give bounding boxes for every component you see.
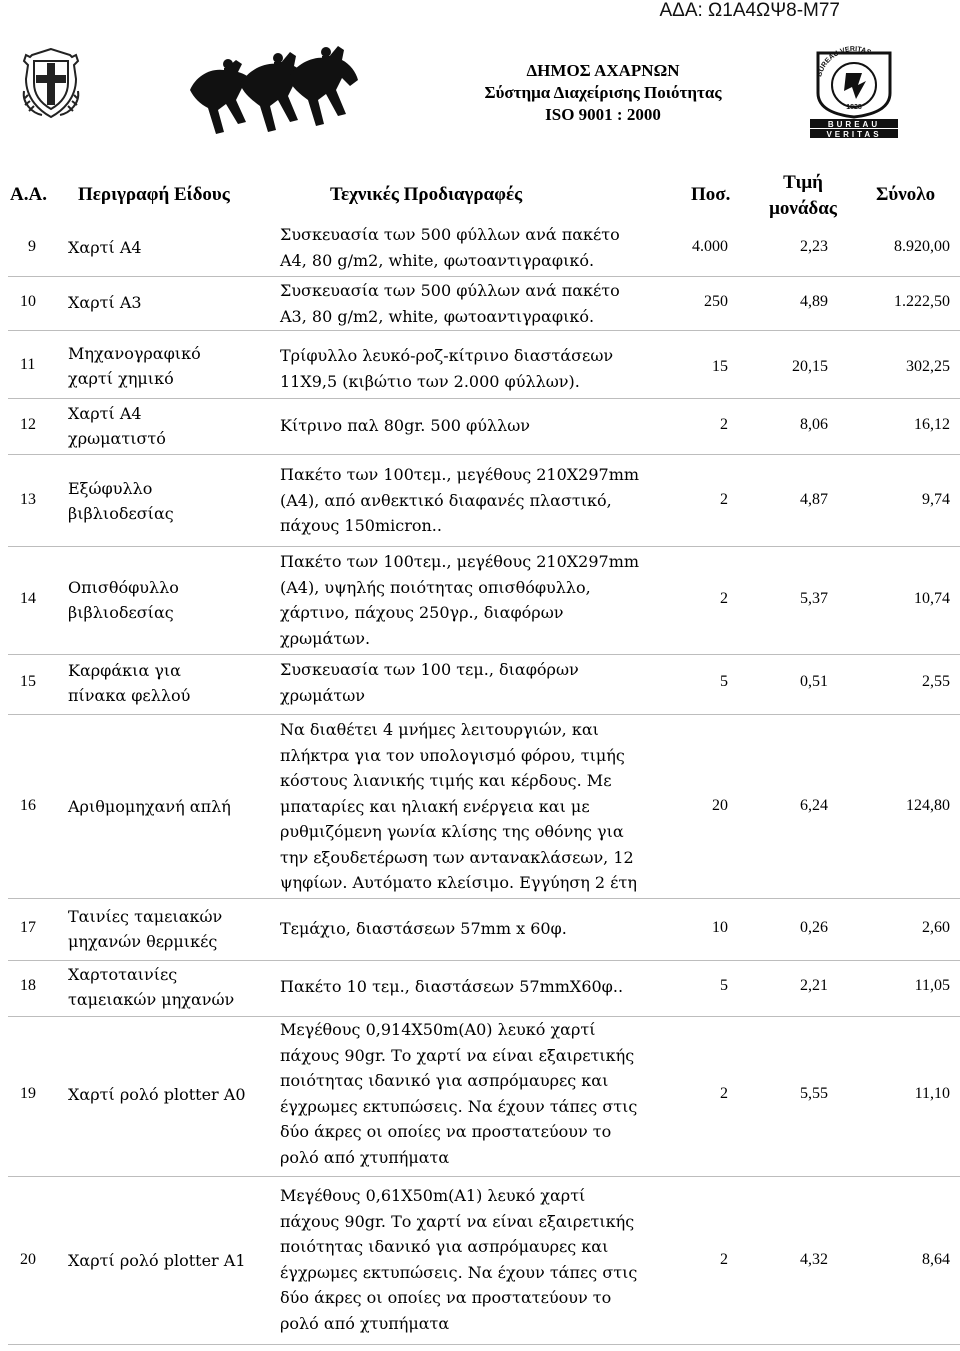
row-number: 20 xyxy=(20,1251,36,1268)
item-description-line: Καρφάκια για xyxy=(68,660,181,680)
header-aa: Α.Α. xyxy=(10,184,47,205)
item-specification-line: πάχους 90gr. Το χαρτί να είναι εξαιρετικής xyxy=(280,1211,635,1231)
item-specification-line: χρωμάτων. xyxy=(280,628,371,648)
item-quantity: 4.000 xyxy=(692,238,728,255)
header-unit-line2: μονάδας xyxy=(769,198,837,219)
header-municipality: ΔΗΜΟΣ ΑΧΑΡΝΩΝ xyxy=(526,61,680,80)
item-specification-line: ρολό από χτυπήματα xyxy=(280,1313,450,1333)
item-specification-line: μπαταρίες και ηλιακή ενέργεια και με xyxy=(280,796,590,816)
item-unit-price: 2,21 xyxy=(800,977,828,994)
item-specification-line: Πακέτο των 100τεμ., μεγέθους 210Χ297mm xyxy=(280,465,640,484)
item-specification-line: Α4, 80 g/m2, white, φωτοαντιγραφικό. xyxy=(280,250,595,270)
item-specification-line: Συσκευασία των 500 φύλλων ανά πακέτο xyxy=(280,225,620,244)
item-specification-line: ψηφίων. Αυτόματο κλείσιμο. Εγγύηση 2 έτη xyxy=(280,873,637,892)
row-separator xyxy=(8,546,960,547)
item-specification-line: (Α4), υψηλής ποιότητας οπισθόφυλλο, xyxy=(280,577,591,597)
item-specification-line: ρολό από χτυπήματα xyxy=(280,1147,450,1167)
item-unit-price: 5,55 xyxy=(800,1085,828,1102)
row-separator xyxy=(8,898,960,899)
item-specification-line: κόστους λιανικής τιμής και κέρδους. Με xyxy=(280,771,612,790)
item-description-line: ταμειακών μηχανών xyxy=(68,990,235,1009)
item-total: 302,25 xyxy=(906,358,950,375)
item-specification-line: Να διαθέτει 4 μνήμες λειτουργιών, και xyxy=(280,720,599,739)
item-quantity: 15 xyxy=(712,358,728,375)
header-unit-line1: Τιμή xyxy=(783,172,823,193)
item-total: 8.920,00 xyxy=(894,238,950,255)
item-total: 8,64 xyxy=(922,1251,950,1268)
item-description-line: μηχανών θερμικές xyxy=(68,932,218,951)
item-specification-line: χρωμάτων xyxy=(280,685,365,705)
item-description-line: Χαρτοταινίες xyxy=(68,964,178,984)
header-quantity: Ποσ. xyxy=(691,184,731,205)
item-description-line: χαρτί χημικό xyxy=(68,369,174,388)
item-unit-price: 6,24 xyxy=(800,797,828,814)
row-number: 18 xyxy=(20,977,36,994)
row-number: 11 xyxy=(20,356,36,373)
row-number: 15 xyxy=(20,673,36,690)
item-unit-price: 0,51 xyxy=(800,673,828,690)
item-description-line: βιβλιοδεσίας xyxy=(68,504,174,523)
item-specification-line: (Α4), από ανθεκτικό διαφανές πλαστικό, xyxy=(280,490,612,510)
item-quantity: 10 xyxy=(712,919,728,936)
document-id: ΑΔΑ: Ω1Α4ΩΨ8-Μ77 xyxy=(659,0,840,21)
item-specification-line: ποιότητας ιδανικό για ασπρόμαυρες και xyxy=(280,1071,609,1090)
item-specification-line: ποιότητας ιδανικό για ασπρόμαυρες και xyxy=(280,1237,609,1256)
item-specification-line: πλήκτρα για τον υπολογισμό φόρου, τιμής xyxy=(280,745,625,765)
item-unit-price: 4,87 xyxy=(800,491,828,508)
row-number: 17 xyxy=(20,919,36,936)
item-description-line: χρωματιστό xyxy=(68,429,166,448)
item-specification-line: Πακέτο των 100τεμ., μεγέθους 210Χ297mm xyxy=(280,552,640,571)
item-total: 1.222,50 xyxy=(894,293,950,310)
header-total: Σύνολο xyxy=(876,184,936,205)
item-specification-line: πάχους 150micron.. xyxy=(280,516,442,535)
row-number: 9 xyxy=(28,238,36,255)
row-separator xyxy=(8,1344,960,1345)
item-quantity: 2 xyxy=(720,590,728,607)
item-description-line: Χαρτί Α4 xyxy=(68,238,142,258)
item-description-line: βιβλιοδεσίας xyxy=(68,603,174,622)
row-number: 14 xyxy=(20,590,36,607)
horses-logo xyxy=(180,38,410,138)
row-separator xyxy=(8,654,960,655)
item-quantity: 5 xyxy=(720,673,728,690)
item-total: 124,80 xyxy=(906,797,950,814)
bureau-veritas-logo xyxy=(806,45,902,139)
item-quantity: 20 xyxy=(712,797,728,814)
item-specification-line: Α3, 80 g/m2, white, φωτοαντιγραφικό. xyxy=(280,306,595,326)
row-number: 10 xyxy=(20,293,36,310)
item-specification-line: Μεγέθους 0,61Χ50m(Α1) λευκό χαρτί xyxy=(280,1186,586,1205)
row-separator xyxy=(8,276,960,277)
item-description-line: Χαρτί ρολό plotter Α1 xyxy=(68,1251,246,1271)
item-specification-line: την εξουδετέρωση των αντανακλάσεων, 12 xyxy=(280,847,634,867)
item-specification-line: χάρτινο, πάχους 250γρ., διαφόρων xyxy=(280,603,564,622)
item-total: 2,60 xyxy=(922,919,950,936)
header-unit-price xyxy=(758,170,848,222)
row-separator xyxy=(8,454,960,455)
item-description-line: Οπισθόφυλλο xyxy=(68,577,179,597)
item-total: 9,74 xyxy=(922,491,950,508)
row-separator xyxy=(8,398,960,399)
item-quantity: 5 xyxy=(720,977,728,994)
item-specification-line: Πακέτο 10 τεμ., διαστάσεων 57mmΧ60φ.. xyxy=(280,977,624,996)
item-total: 11,10 xyxy=(914,1085,950,1102)
item-unit-price: 2,23 xyxy=(800,238,828,255)
greek-emblem xyxy=(20,45,82,121)
item-specification-line: δύο άκρες οι οποίες να προστατεύουν το xyxy=(280,1122,612,1141)
item-total: 2,55 xyxy=(922,673,950,690)
row-separator xyxy=(8,330,960,331)
item-description-line: Μηχανογραφικό xyxy=(68,343,201,363)
item-specification-line: 11Χ9,5 (κιβώτιο των 2.000 φύλλων). xyxy=(280,371,580,391)
item-quantity: 2 xyxy=(720,1251,728,1268)
item-unit-price: 0,26 xyxy=(800,919,828,936)
item-quantity: 250 xyxy=(704,293,728,310)
bureau-word: BUREAU xyxy=(827,120,881,129)
item-description-line: Χαρτί Α4 xyxy=(68,403,142,423)
header-specifications: Τεχνικές Προδιαγραφές xyxy=(330,184,523,205)
item-specification-line: Κίτρινο παλ 80gr. 500 φύλλων xyxy=(280,416,531,435)
row-number: 16 xyxy=(20,797,36,814)
item-unit-price: 4,89 xyxy=(800,293,828,310)
item-quantity: 2 xyxy=(720,1085,728,1102)
item-specification-line: έγχρωμες εκτυπώσεις. Να έχουν τάπες στις xyxy=(280,1096,638,1116)
item-description-line: Εξώφυλλο xyxy=(68,478,153,498)
item-description-line: πίνακα φελλού xyxy=(68,686,191,705)
item-quantity: 2 xyxy=(720,416,728,433)
item-unit-price: 4,32 xyxy=(800,1251,828,1268)
item-specification-line: Συσκευασία των 500 φύλλων ανά πακέτο xyxy=(280,281,620,300)
row-number: 12 xyxy=(20,416,36,433)
row-number: 19 xyxy=(20,1085,36,1102)
veritas-word: VERITAS xyxy=(826,130,882,139)
item-specification-line: Συσκευασία των 100 τεμ., διαφόρων xyxy=(280,660,579,679)
item-unit-price: 5,37 xyxy=(800,590,828,607)
row-separator xyxy=(8,1176,960,1177)
item-specification-line: πάχους 90gr. Το χαρτί να είναι εξαιρετικής xyxy=(280,1045,635,1065)
item-specification-line: Μεγέθους 0,914Χ50m(Α0) λευκό χαρτί xyxy=(280,1020,596,1039)
item-description-line: Αριθμομηχανή απλή xyxy=(68,797,231,817)
item-specification-line: ρυθμιζόμενη γωνία κλίσης της οθόνης για xyxy=(280,822,624,841)
row-number: 13 xyxy=(20,491,36,508)
item-specification-line: δύο άκρες οι οποίες να προστατεύουν το xyxy=(280,1288,612,1307)
header-iso: ISO 9001 : 2000 xyxy=(545,105,661,124)
item-unit-price: 20,15 xyxy=(792,358,828,375)
item-quantity: 2 xyxy=(720,491,728,508)
bureau-arc-text: BUREAU VERITAS xyxy=(816,45,872,78)
item-specification-line: Τεμάχιο, διαστάσεων 57mm x 60φ. xyxy=(280,919,567,938)
item-description-line: Χαρτί ρολό plotter Α0 xyxy=(68,1085,246,1105)
item-total: 10,74 xyxy=(914,590,950,607)
row-separator xyxy=(8,714,960,715)
item-total: 16,12 xyxy=(914,416,950,433)
item-description-line: Ταινίες ταμειακών xyxy=(68,906,223,926)
item-description-line: Χαρτί Α3 xyxy=(68,293,142,313)
item-specification-line: έγχρωμες εκτυπώσεις. Να έχουν τάπες στις xyxy=(280,1262,638,1282)
bureau-year: 1828 xyxy=(846,104,862,111)
item-total: 11,05 xyxy=(914,977,950,994)
item-specification-line: Τρίφυλλο λευκό-ροζ-κίτρινο διαστάσεων xyxy=(280,346,614,365)
header-system: Σύστημα Διαχείρισης Ποιότητας xyxy=(484,83,722,102)
header-description: Περιγραφή Είδους xyxy=(78,184,230,205)
item-unit-price: 8,06 xyxy=(800,416,828,433)
